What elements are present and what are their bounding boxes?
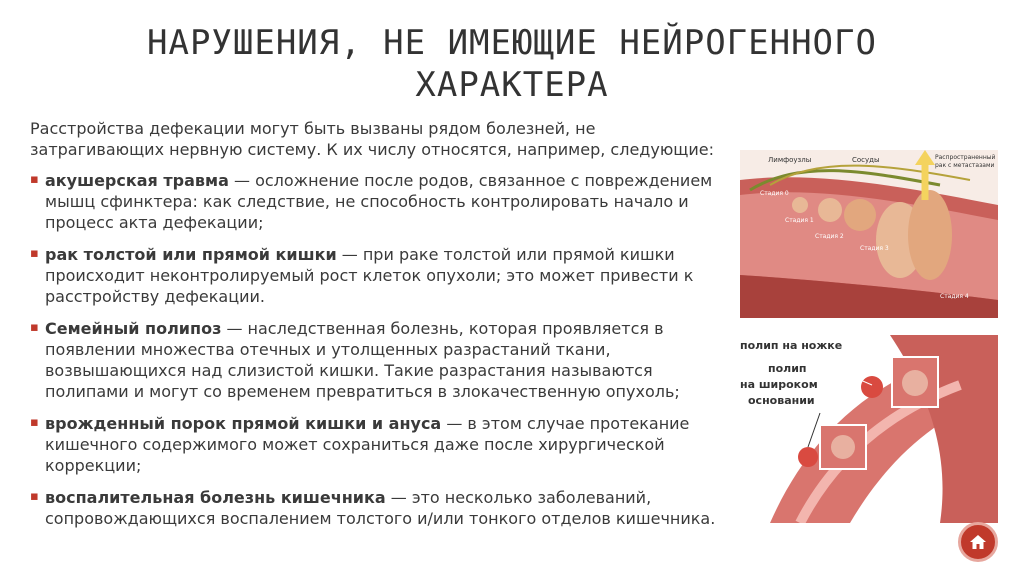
item-desc: — наследственная болезнь, которая проявляется в появлении множества отечных и утолщенных разрастаний ткани, возвышающихся над слизистой кишки. Такие разрастания называются полипами и могут со временем превратиться в злокачественную опухоль; — [45, 319, 680, 401]
cancer-stages-illustration — [740, 150, 998, 318]
home-button[interactable] — [958, 522, 998, 562]
list-item — [30, 244, 730, 307]
label-vessels: Сосуды — [852, 156, 880, 164]
slide-title: НАРУШЕНИЯ, НЕ ИМЕЮЩИЕ НЕЙРОГЕННОГО ХАРАКТЕРА — [147, 23, 877, 105]
label-stage-1: Стадия 1 — [785, 217, 814, 224]
list-item — [30, 170, 730, 233]
item-desc: — это несколько заболеваний, сопровождающихся воспалением толстого и/или тонкого отделов кишечника. — [45, 488, 716, 528]
polyps-illustration — [740, 335, 998, 523]
disease-list — [30, 170, 730, 529]
bullet-icon: ▪ — [30, 415, 39, 430]
label-wide-2: основании — [748, 394, 815, 407]
label-spread-1: Распространенный — [935, 154, 996, 161]
list-item — [30, 487, 730, 529]
bullet-icon: ▪ — [30, 320, 39, 335]
label-lymph: Лимфоузлы — [768, 156, 812, 164]
label-stalk-polyp: полип на ножке — [740, 339, 843, 352]
item-term: врожденный порок прямой кишки и ануса — [45, 414, 442, 433]
list-item — [30, 413, 730, 476]
label-spread-2: рак с метастазами — [935, 162, 995, 169]
intro-paragraph: Расстройства дефекации могут быть вызваны рядом болезней, не затрагивающих нервную систему. К их числу относятся, например, следующие: — [30, 119, 714, 159]
label-stage-4: Стадия 4 — [940, 293, 969, 300]
label-polyp: полип — [768, 362, 807, 375]
item-term: акушерская травма — [45, 171, 229, 190]
list-item — [30, 318, 730, 402]
slide-body — [30, 118, 730, 540]
label-wide-1: на широком — [740, 378, 818, 391]
label-stage-2: Стадия 2 — [815, 233, 844, 240]
item-desc: — в этом случае протекание кишечного содержимого может сохраниться даже после хирургической коррекции; — [45, 414, 690, 475]
home-icon — [969, 534, 987, 550]
item-desc: — при раке толстой или прямой кишки происходит неконтролируемый рост клеток опухоли; это может привести к расстройству дефекации. — [45, 245, 694, 306]
item-term: Семейный полипоз — [45, 319, 222, 338]
item-term: воспалительная болезнь кишечника — [45, 488, 386, 507]
item-term: рак толстой или прямой кишки — [45, 245, 337, 264]
bullet-icon: ▪ — [30, 172, 39, 187]
bullet-icon: ▪ — [30, 246, 39, 261]
item-desc: — осложнение после родов, связанное с повреждением мышц сфинктера: как следствие, не способность контролировать начало и процесс акта дефекации; — [45, 171, 713, 232]
label-stage-3: Стадия 3 — [860, 245, 889, 252]
label-stage-0: Стадия 0 — [760, 190, 789, 197]
bullet-icon: ▪ — [30, 489, 39, 504]
